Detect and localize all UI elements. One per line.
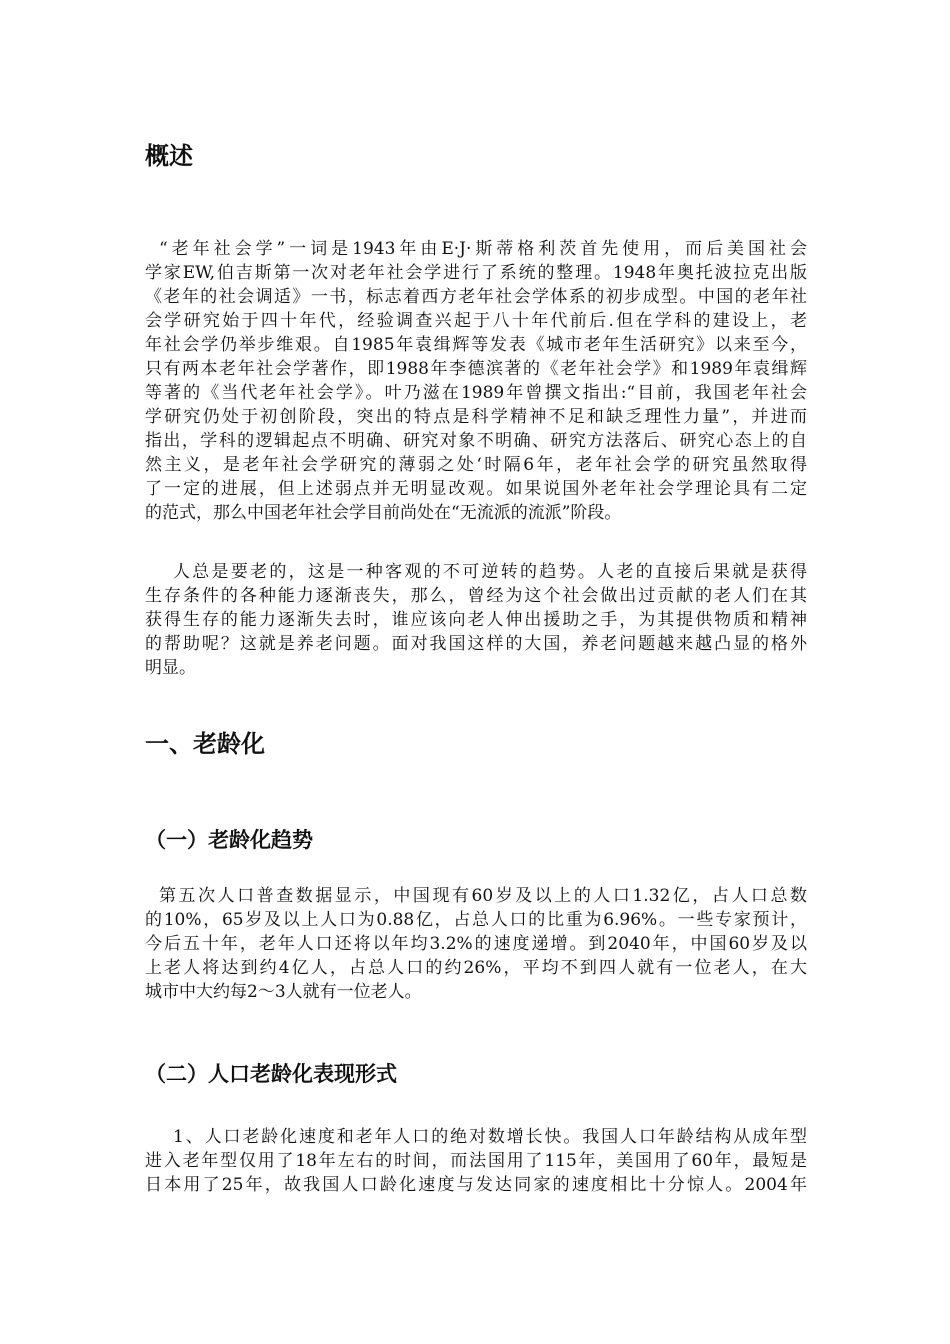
text-line: 生存条件的各种能力逐渐丧失，那么，曾经为这个社会做出过贡献的老人们在其 — [145, 586, 807, 606]
text-line: 1、人口老龄化速度和老年人口的绝对数增长快。我国人口年龄结构从成年型 — [173, 1127, 807, 1147]
heading-aging-forms: （二）人口老龄化表现形式 — [145, 1062, 397, 1086]
text-line: 第五次人口普查数据显示，中国现有60岁及以上的人口1.32亿，占人口总数 — [159, 886, 807, 906]
text-line: 进入老年型仅用了18年左右的时间，而法国用了115年，美国用了60年，最短是 — [145, 1151, 807, 1171]
text-line: 城市中大约每2～3人就有一位老人。 — [145, 982, 422, 1002]
heading-overview: 概述 — [145, 142, 193, 170]
text-line: 指出，学科的逻辑起点不明确、研究对象不明确、研究方法落后、研究心态上的自 — [145, 431, 807, 451]
text-line: 明显。 — [145, 658, 196, 678]
paragraph-overview-1 — [145, 237, 807, 525]
text-line: 获得生存的能力逐渐失去时，谁应该向老人伸出援助之手，为其提供物质和精神 — [145, 610, 807, 630]
paragraph-aging-trend — [145, 884, 807, 1004]
text-line: “老年社会学”一词是1943年由E·J·斯蒂格利茨首先使用，而后美国社会 — [159, 239, 807, 259]
text-line: 了一定的进展，但上述弱点并无明显改观。如果说国外老年社会学理论具有二定 — [145, 479, 807, 499]
paragraph-overview-2 — [145, 560, 807, 680]
text-line: 只有两本老年社会学著作，即1988年李德滨著的《老年社会学》和1989年袁缉辉 — [145, 359, 807, 379]
text-line: 日本用了25年，故我国人口龄化速度与发达同家的速度相比十分惊人。2004年 — [145, 1175, 807, 1195]
text-line: 上老人将达到约4亿人，占总人口的约26%，平均不到四人就有一位老人，在大 — [145, 958, 807, 978]
text-line: 的范式，那么中国老年社会学目前尚处在“无流派的流派”阶段。 — [145, 503, 622, 523]
text-line: 会学研究始于四十年代，经验调查兴起于八十年代前后.但在学科的建设上，老 — [145, 311, 807, 331]
text-line: 人总是要老的，这是一种客观的不可逆转的趋势。人老的直接后果就是获得 — [173, 562, 807, 582]
text-line: 等著的《当代老年社会学》。叶乃滋在1989年曾撰文指出:“目前，我国老年社会 — [145, 383, 807, 403]
heading-aging: 一、老龄化 — [145, 730, 265, 758]
text-line: 《老年的社会调适》一书，标志着西方老年社会学体系的初步成型。中国的老年社 — [145, 287, 807, 307]
paragraph-aging-forms — [145, 1125, 807, 1197]
text-line: 的帮助呢？这就是养老问题。面对我国这样的大国，养老问题越来越凸显的格外 — [145, 634, 807, 654]
text-line: 然主义，是老年社会学研究的薄弱之处‘时隔6年，老年社会学的研究虽然取得 — [145, 455, 807, 475]
text-line: 今后五十年，老年人口还将以年均3.2%的速度递增。到2040年，中国60岁及以 — [145, 934, 807, 954]
text-line: 学研究仍处于初创阶段，突出的特点是科学精神不足和缺乏理性力量”，并进而 — [145, 407, 807, 427]
text-line: 年社会学仍举步维艰。自1985年袁缉辉等发表《城市老年生活研究》以来至今， — [145, 335, 807, 355]
text-line: 学家EW,伯吉斯第一次对老年社会学进行了系统的整理。1948年奥托波拉克出版 — [145, 263, 807, 283]
heading-aging-trend: （一）老龄化趋势 — [145, 828, 313, 852]
text-line: 的10%，65岁及以上人口为0.88亿，占总人口的比重为6.96%。一些专家预计， — [145, 910, 807, 930]
